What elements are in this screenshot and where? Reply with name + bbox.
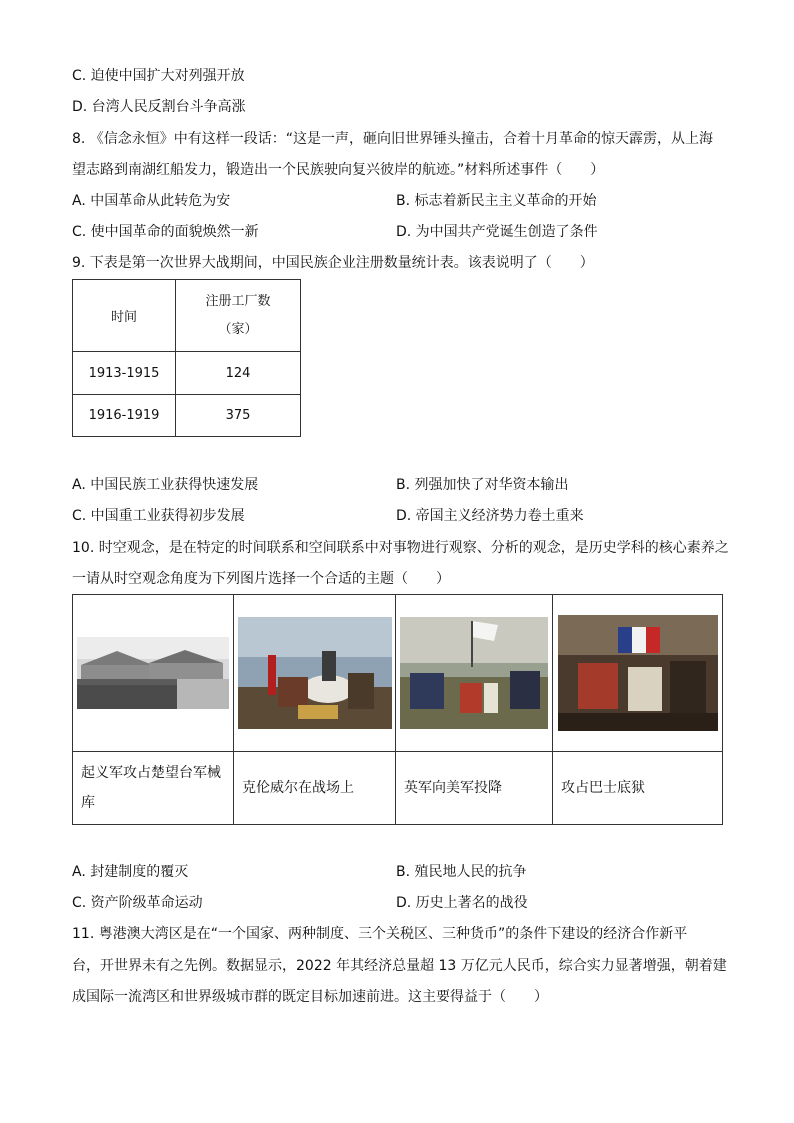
table-cell-period: 1913-1915 [73, 352, 176, 395]
q8-option-c: C. 使中国革命的面貌焕然一新 [72, 224, 259, 240]
table-row [73, 395, 301, 437]
q10-option-d: D. 历史上著名的战役 [396, 895, 528, 911]
q8-option-d: D. 为中国共产党诞生创造了条件 [396, 224, 598, 240]
q7-option-d: D. 台湾人民反割台斗争高涨 [72, 99, 246, 115]
table-header-count-line2: （家） [218, 321, 258, 337]
picture-bastille [553, 595, 723, 752]
caption-bastille: 攻占巴士底狱 [553, 752, 723, 825]
table-cell-count: 124 [176, 352, 301, 395]
caption-surrender: 英军向美军投降 [396, 752, 553, 825]
q9-option-b: B. 列强加快了对华资本输出 [396, 477, 569, 493]
picture-british-surrender [396, 595, 553, 752]
table-header-count [176, 280, 301, 352]
q9-option-c: C. 中国重工业获得初步发展 [72, 508, 245, 524]
q11-stem-line2: 台，开世界未有之先例。数据显示，2022 年其经济总量超 13 万亿元人民币，综合实力显著增强，朝着建 [72, 958, 727, 974]
table-cell-count: 375 [176, 395, 301, 437]
painting-storming-bastille [558, 615, 718, 731]
q9-option-a: A. 中国民族工业获得快速发展 [72, 477, 259, 493]
q8-option-b: B. 标志着新民主主义革命的开始 [396, 193, 597, 209]
q11-stem-line1: 11. 粤港澳大湾区是在“一个国家、两种制度、三个关税区、三种货币”的条件下建设的经济合作新平 [72, 926, 688, 942]
q10-option-b: B. 殖民地人民的抗争 [396, 864, 527, 880]
q11-stem-line3: 成国际一流湾区和世界级城市群的既定目标加速前进。这主要得益于（ ） [72, 989, 548, 1005]
q10-stem-line1: 10. 时空观念，是在特定的时间联系和空间联系中对事物进行观察、分析的观念，是历史学科的核心素养之 [72, 540, 729, 556]
caption-wuchang-line2: 库 [81, 795, 95, 811]
q9-stem: 9. 下表是第一次世界大战期间，中国民族企业注册数量统计表。该表说明了（ ） [72, 255, 594, 271]
q10-picture-table [72, 594, 723, 825]
q7-option-c: C. 迫使中国扩大对列强开放 [72, 68, 245, 84]
table-header-count-line1: 注册工厂数 [205, 293, 271, 309]
q8-option-a: A. 中国革命从此转危为安 [72, 193, 231, 209]
caption-wuchang-line1: 起义军攻占楚望台军械 [81, 765, 221, 781]
caption-cromwell: 克伦威尔在战场上 [234, 752, 396, 825]
picture-wuchang-arsenal [73, 595, 234, 752]
q10-option-a: A. 封建制度的覆灭 [72, 864, 189, 880]
painting-yorktown-surrender [400, 617, 548, 729]
caption-wuchang [73, 752, 234, 825]
painting-cromwell-battlefield [238, 617, 392, 729]
q10-stem-line2: 一请从时空观念角度为下列图片选择一个合适的主题（ ） [72, 571, 450, 587]
q9-stats-table [72, 279, 301, 437]
q8-stem-line2: 望志路到南湖红船发力，锻造出一个民族驶向复兴彼岸的航迹。”材料所述事件（ ） [72, 162, 605, 178]
q9-option-d: D. 帝国主义经济势力卷土重来 [396, 508, 584, 524]
table-cell-period: 1916-1919 [73, 395, 176, 437]
picture-cromwell [234, 595, 396, 752]
q8-stem-line1: 8. 《信念永恒》中有这样一段话：“这是一声，砸向旧世界锤头撞击，合着十月革命的惊天霹雳，从上海 [72, 131, 714, 147]
table-row [73, 352, 301, 395]
photo-wuchang-uprising [77, 637, 229, 709]
q10-option-c: C. 资产阶级革命运动 [72, 895, 203, 911]
table-header-time: 时间 [73, 280, 176, 352]
